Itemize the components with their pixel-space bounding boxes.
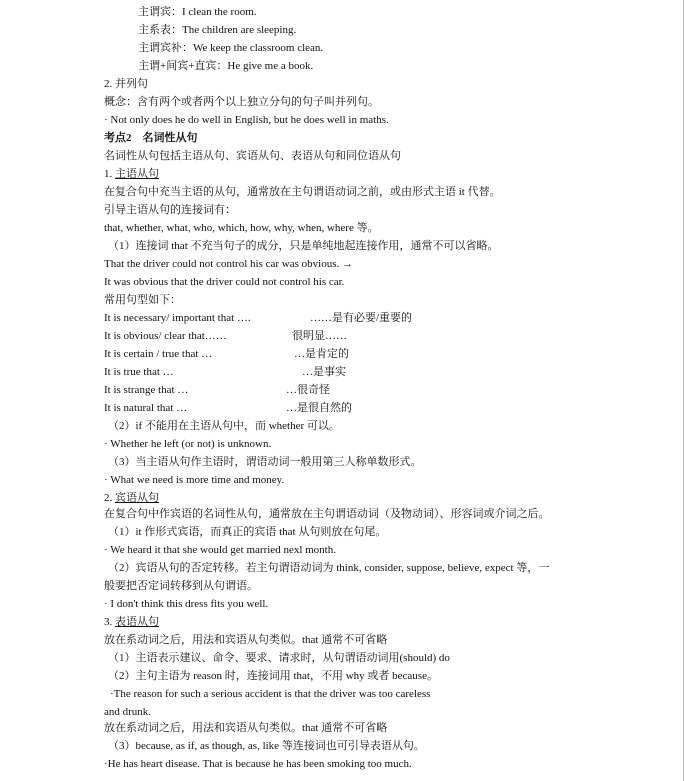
rule-should-do: （1）主语表示建议、命令、要求、请求时，从句谓语动词用(should) do [108,652,450,664]
object-clause-number: 2. [104,492,115,504]
predicative-clause-number: 3. [104,616,115,628]
sentence-pattern-svoc: 主谓宾补：We keep the classroom clean. [138,42,324,54]
example-it-obvious: It was obvious that the driver could not control his car. [104,276,345,288]
object-clause-definition: 在复合句中作宾语的名词性从句，通常放在主句谓语动词（及物动词）、形容词或介词之后。 [104,508,550,520]
pattern-row [104,329,347,343]
sentence-pattern-svo: 主谓宾：I clean the room. [138,6,257,18]
pattern-chinese: …是事实 [302,366,346,378]
pattern-chinese: …是肯定的 [294,348,349,360]
subject-clause-definition: 在复合句中充当主语的从句，通常放在主句谓语动词之前，或由形式主语 it 代替。 [104,186,501,198]
pattern-chinese: 很明显…… [292,330,347,342]
pattern-row [104,347,349,361]
pattern-english: It is necessary/ important that …. [104,312,251,324]
noun-clause-intro: 名词性从句包括主语从句、宾语从句、表语从句和同位语从句 [104,150,401,162]
connectives-list: that, whether, what, who, which, how, why, when, where 等。 [104,222,379,234]
section-heading-compound: 2. 并列句 [104,78,148,90]
example-reason-cont: and drunk. [104,706,152,718]
sentence-pattern-linking: 主系表：The children are sleeping. [138,24,297,36]
pattern-chinese: …是很自然的 [286,402,352,414]
pattern-row [104,365,346,379]
predicative-clause-definition: 放在系动词之后，用法和宾语从句类似。that 通常不可省略 [104,634,388,646]
example-heard-it: · We heard it that she would get married nexl month. [104,544,336,556]
connectives-label: 引导主语从句的连接词有： [104,204,236,216]
predicative-clause-title: 表语从句 [115,616,159,628]
subject-clause-number: 1. [104,168,115,180]
pattern-chinese: ……是有必要/重要的 [310,312,413,324]
compound-definition: 概念：含有两个或者两个以上独立分句的句子叫并列句。 [104,96,379,108]
rule-negative-transfer: （2）宾语从句的否定转移。若主句谓语动词为 think, consider, suppose, believe, expect 等，一 [108,562,550,574]
rule-it-formal-object: （1）it 作形式宾语，而真正的宾语 that 从句则放在句尾。 [108,526,387,538]
rule-that: （1）连接词 that 不充当句子的成分，只是单纯地起连接作用，通常不可以省略。 [108,240,499,252]
example-what-we-need: · What we need is more time and money. [104,474,285,486]
pattern-english: It is true that … [104,366,174,378]
pattern-row [104,311,413,325]
pattern-row [104,401,352,415]
rule-singular-verb: （3）当主语从句作主语时，谓语动词一般用第三人称单数形式。 [108,456,422,468]
compound-example: · Not only does he do well in English, but he does well in maths. [104,114,389,126]
example-that-subject: That the driver could not control his car was obvious. → [104,258,353,270]
predicative-clause-heading [104,615,159,629]
object-clause-heading [104,491,159,505]
pattern-english: It is natural that … [104,402,188,414]
subject-clause-title: 主语从句 [115,168,159,180]
object-clause-title: 宾语从句 [115,492,159,504]
pattern-english: It is obvious/ clear that…… [104,330,227,342]
predicative-clause-definition-repeat: 放在系动词之后，用法和宾语从句类似。that 通常不可省略 [104,722,388,734]
rule-because-as-if: （3）because, as if, as though, as, like 等连接词也可引导表语从句。 [108,740,425,752]
pattern-chinese: …很奇怪 [286,384,330,396]
example-whether: · Whether he left (or not) is unknown. [104,438,272,450]
common-patterns-label: 常用句型如下： [104,294,181,306]
example-reason: ·The reason for such a serious accident is that the driver was too careless [110,688,431,700]
key-point-heading: 考点2 名词性从句 [104,132,198,144]
example-heart-disease: ·He has heart disease. That is because he has been smoking too much. [104,758,412,770]
rule-negative-transfer-cont: 般要把否定词转移到从句谓语。 [104,580,258,592]
rule-if-whether: （2）if 不能用在主语从句中，而 whether 可以。 [108,420,340,432]
pattern-row [104,383,330,397]
pattern-english: It is certain / true that … [104,348,213,360]
subject-clause-heading [104,167,159,181]
pattern-english: It is strange that … [104,384,189,396]
example-dont-think: · I don't think this dress fits you well. [104,598,269,610]
rule-reason-that: （2）主句主语为 reason 时，连接词用 that，不用 why 或者 because。 [108,670,438,682]
sentence-pattern-svoo: 主谓+间宾+直宾：He give me a book. [138,60,314,72]
